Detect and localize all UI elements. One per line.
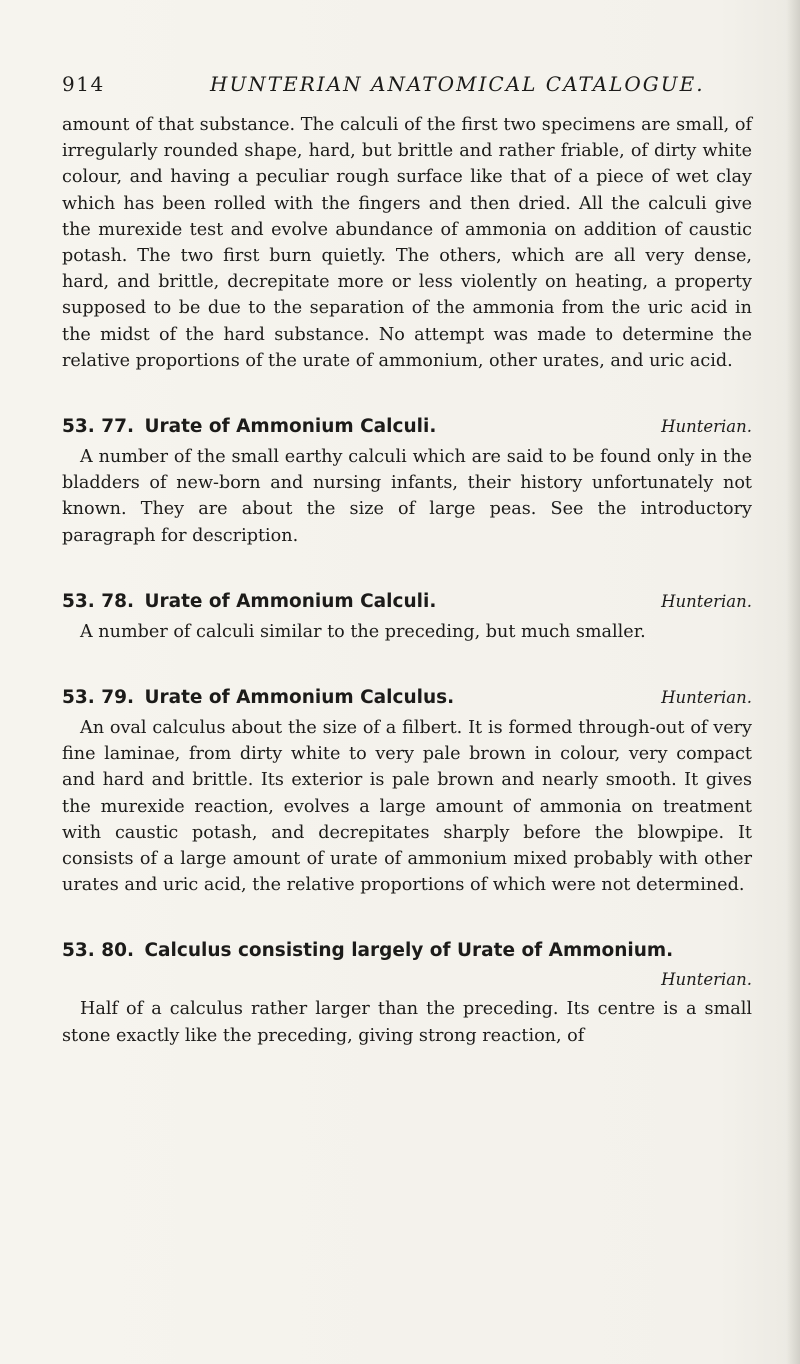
entry-heading <box>62 591 752 619</box>
entry-description: A number of calculi similar to the preceding, but much smaller. <box>80 621 646 642</box>
entry-collection: Hunterian. <box>661 417 752 437</box>
entry-title: Urate of Ammonium Calculus. <box>144 687 455 709</box>
entry-heading-left <box>62 940 673 961</box>
page-edge-shadow <box>786 0 800 1364</box>
catalogue-entry-53-77 <box>62 416 752 549</box>
entry-collection: Hunterian. <box>661 591 752 611</box>
entry-number: 53. 77. <box>62 416 134 438</box>
entry-description: Half of a calculus rather larger than the preceding. Its centre is a small stone exactly like the preceding, giving strong reaction, of <box>62 999 752 1046</box>
entry-description: An oval calculus about the size of a filbert. It is formed through-out of very fine laminae, from dirty white to very pale brown in colour, very compact and hard and brittle. Its exterior is pale brown and nearly smooth. It gives the murexide reaction, evolves a large amount of ammonia on treatment with caustic potash, and decrepitates sharply before the blowpipe. It consists of a large amount of urate of ammonium mixed probably with other urates and uric acid, the relative proportions of which were not determined. <box>62 718 752 896</box>
entry-heading <box>62 416 752 444</box>
entry-heading <box>62 940 752 968</box>
entry-heading-left <box>62 591 436 612</box>
entry-collection: Hunterian. <box>661 688 752 708</box>
intro-paragraph: amount of that substance. The calculi of the first two specimens are small, of irregularly rounded shape, hard, but brittle and rather friable, of dirty white colour, and having a peculiar rough surface like that of a piece of wet clay which has been rolled with the fingers and then dried. All the calculi give the murexide test and evolve abundance of ammonia on addition of caustic potash. The two first burn quietly. The others, which are all very dense, hard, and brittle, decrepitate more or less violently on heating, a property supposed to be due to the separation of the ammonia from the uric acid in the midst of the hard substance. No attempt was made to determine the relative proportions of the urate of ammonium, other urates, and uric acid. <box>62 115 752 371</box>
catalogue-entry-53-78 <box>62 591 752 645</box>
entry-description: A number of the small earthy calculi which are said to be found only in the bladders of new-born and nursing infants, their history unfortunately not known. They are about the size of large peas. See the introductory paragraph for description. <box>62 447 752 546</box>
page-number: 914 <box>62 72 105 96</box>
catalogue-entry-53-80 <box>62 940 752 1048</box>
running-title: HUNTERIAN ANATOMICAL CATALOGUE. <box>210 72 705 96</box>
entry-number: 53. 78. <box>62 590 134 612</box>
entry-heading-left <box>62 687 454 708</box>
entry-heading-left <box>62 416 436 437</box>
entry-title: Calculus consisting largely of Urate of Ammonium. <box>144 940 674 962</box>
entry-number: 53. 79. <box>62 687 134 709</box>
running-head <box>62 72 752 104</box>
entry-number: 53. 80. <box>62 940 134 962</box>
catalogue-entry-53-79 <box>62 687 752 898</box>
page-body <box>62 112 752 1049</box>
entry-collection: Hunterian. <box>661 970 752 990</box>
entry-title: Urate of Ammonium Calculi. <box>144 590 437 612</box>
entry-heading <box>62 687 752 715</box>
entry-title: Urate of Ammonium Calculi. <box>144 416 437 438</box>
